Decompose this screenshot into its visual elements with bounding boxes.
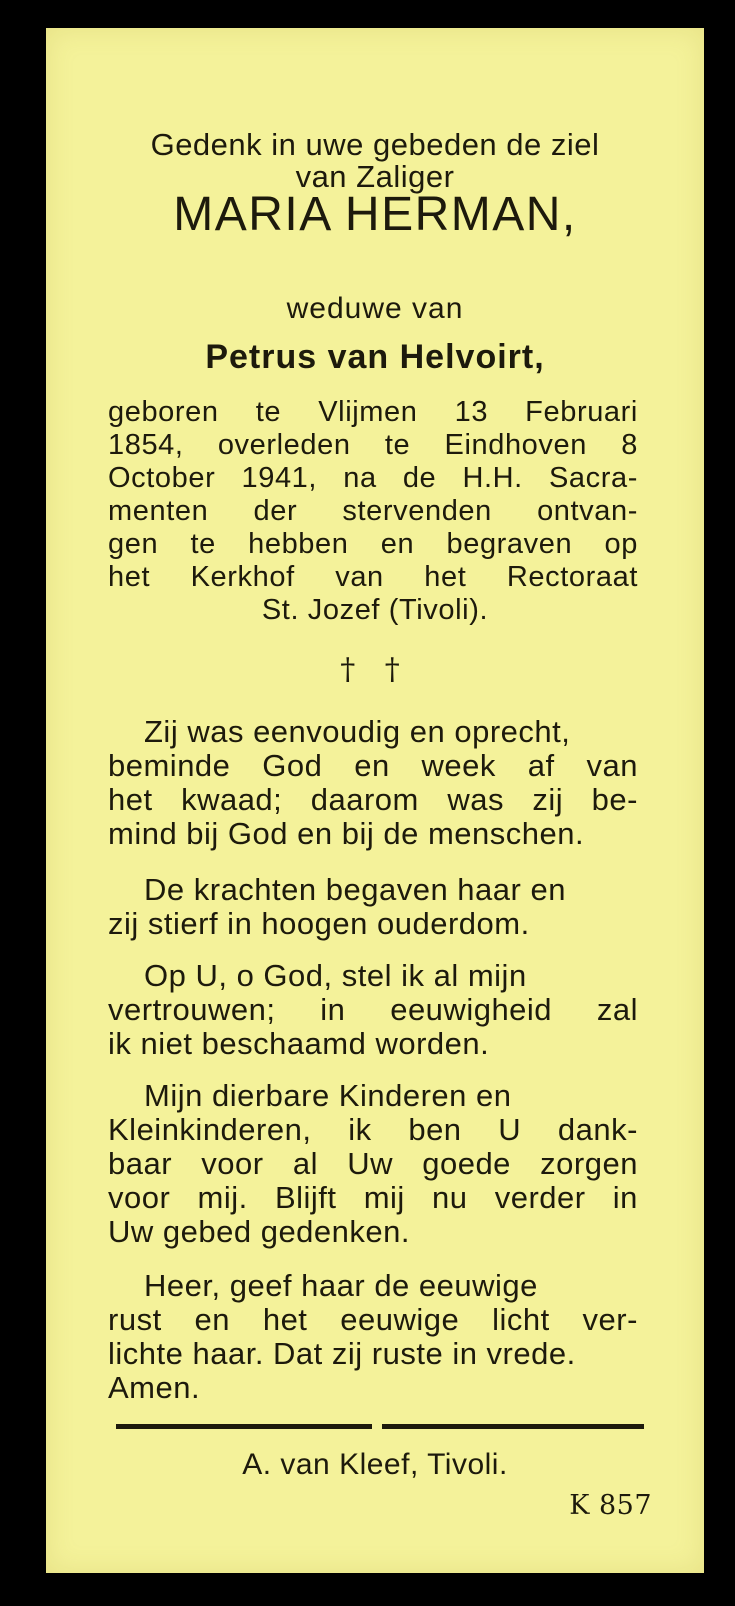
husband-name: Petrus van Helvoirt,: [205, 338, 545, 376]
divider-rule-right: [382, 1424, 644, 1429]
intro-line-2: van Zaliger: [295, 159, 455, 194]
verse-line: Kleinkinderen, ik ben U dank-: [108, 1112, 638, 1147]
biography-line: October 1941, na de H.H. Sacra-: [108, 462, 638, 494]
verse-line: lichte haar. Dat zij ruste in vrede.: [108, 1336, 576, 1371]
memorial-card: [46, 28, 704, 1573]
widow-of-label: weduwe van: [286, 292, 464, 325]
verse-line: Heer, geef haar de eeuwige: [144, 1268, 538, 1303]
verse-line: baar voor al Uw goede zorgen: [108, 1146, 638, 1181]
verse-line: vertrouwen; in eeuwigheid zal: [108, 992, 638, 1027]
divider-rule-left: [116, 1424, 372, 1429]
biography-line: menten der stervenden ontvan-: [108, 495, 638, 527]
biography-line: het Kerkhof van het Rectoraat: [108, 561, 638, 593]
intro-line-1: Gedenk in uwe gebeden de ziel: [150, 127, 600, 162]
verse-line: Uw gebed gedenken.: [108, 1214, 411, 1249]
verse-line: rust en het eeuwige licht ver-: [108, 1302, 638, 1337]
biography-line: 1854, overleden te Eindhoven 8: [108, 429, 638, 461]
verse-line: voor mij. Blijft mij nu verder in: [108, 1180, 638, 1215]
verse-line: Op U, o God, stel ik al mijn: [144, 958, 527, 993]
card-code: K 857: [569, 1490, 652, 1521]
verse-line: beminde God en week af van: [108, 748, 638, 783]
crosses-ornament: † †: [340, 652, 410, 687]
biography-line: St. Jozef (Tivoli).: [261, 594, 489, 626]
verse-line: Amen.: [108, 1370, 201, 1405]
biography-line: gen te hebben en begraven op: [108, 528, 638, 560]
deceased-name: MARIA HERMAN,: [173, 188, 577, 241]
verse-line: het kwaad; daarom was zij be-: [108, 782, 638, 817]
biography-line: geboren te Vlijmen 13 Februari: [108, 396, 638, 428]
verse-line: De krachten begaven haar en: [144, 872, 566, 907]
verse-line: Mijn dierbare Kinderen en: [144, 1078, 512, 1113]
verse-line: Zij was eenvoudig en oprecht,: [144, 714, 571, 749]
verse-line: mind bij God en bij de menschen.: [108, 816, 585, 851]
verse-line: ik niet beschaamd worden.: [108, 1026, 490, 1061]
printer-credit: A. van Kleef, Tivoli.: [242, 1448, 508, 1481]
verse-line: zij stierf in hoogen ouderdom.: [108, 906, 530, 941]
